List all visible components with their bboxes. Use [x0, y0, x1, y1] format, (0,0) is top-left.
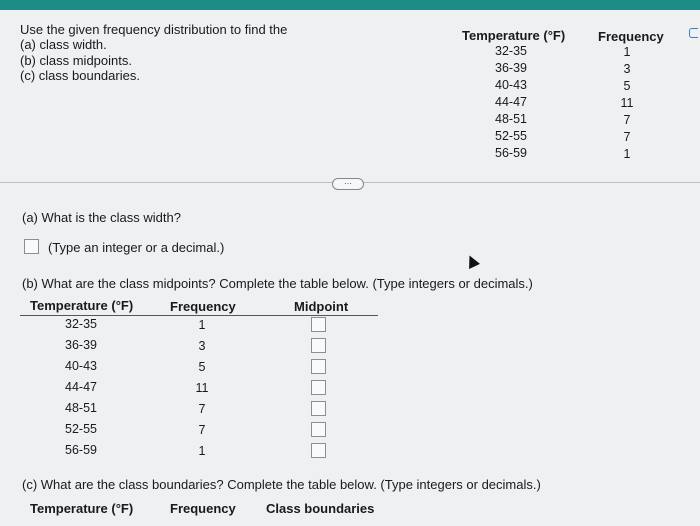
midpoint-input[interactable]: [311, 422, 326, 437]
boundaries-header-frequency: Frequency: [170, 501, 236, 516]
midpoint-freq-cell: 11: [195, 381, 209, 395]
given-freq-cell: 1: [623, 45, 631, 59]
midpoint-header-temperature: Temperature (°F): [30, 298, 134, 313]
midpoint-temp-cell: 48-51: [65, 401, 97, 415]
given-freq-cell: 7: [623, 130, 631, 144]
boundaries-header-class-boundaries: Class boundaries: [266, 501, 375, 516]
midpoint-freq-cell: 3: [198, 339, 206, 353]
given-temp-cell: 48-51: [495, 112, 527, 126]
more-options-button[interactable]: ⋯: [332, 178, 364, 190]
boundaries-header-temperature: Temperature (°F): [30, 501, 134, 516]
given-temp-cell: 44-47: [495, 95, 527, 109]
mouse-cursor-icon: [464, 253, 480, 269]
given-temp-cell: 40-43: [495, 78, 527, 92]
given-temp-cell: 52-55: [495, 129, 527, 143]
midpoint-header-midpoint: Midpoint: [294, 299, 349, 314]
midpoint-temp-cell: 40-43: [65, 359, 97, 373]
given-freq-cell: 5: [623, 79, 631, 93]
given-temp-cell: 36-39: [495, 61, 527, 75]
part-b-question: (b) What are the class midpoints? Complete the table below. (Type integers or decimals.): [22, 276, 533, 291]
prompt-line-2: (a) class width.: [20, 37, 107, 52]
midpoint-input[interactable]: [311, 401, 326, 416]
midpoint-temp-cell: 44-47: [65, 380, 97, 394]
part-a-question: (a) What is the class width?: [22, 210, 181, 225]
given-freq-cell: 11: [620, 96, 634, 110]
part-a-hint: (Type an integer or a decimal.): [48, 240, 225, 255]
midpoint-freq-cell: 1: [198, 444, 206, 458]
midpoint-freq-cell: 1: [198, 318, 206, 332]
given-temp-cell: 32-35: [495, 44, 527, 58]
midpoint-freq-cell: 5: [198, 360, 206, 374]
prompt-line-1: Use the given frequency distribution to find the: [20, 22, 288, 37]
midpoint-input[interactable]: [311, 443, 326, 458]
midpoint-freq-cell: 7: [198, 423, 206, 437]
midpoint-temp-cell: 36-39: [65, 338, 97, 352]
midpoint-temp-cell: 32-35: [65, 317, 97, 331]
midpoint-header-rule: [20, 315, 378, 316]
part-c-question: (c) What are the class boundaries? Complete the table below. (Type integers or decimals.): [22, 477, 541, 492]
given-freq-cell: 7: [623, 113, 631, 127]
top-accent-bar: [0, 0, 700, 10]
given-temp-cell: 56-59: [495, 146, 527, 160]
given-header-frequency: Frequency: [598, 29, 664, 44]
midpoint-temp-cell: 52-55: [65, 422, 97, 436]
midpoint-freq-cell: 7: [198, 402, 206, 416]
given-freq-cell: 3: [623, 62, 631, 76]
class-width-input[interactable]: [24, 239, 39, 254]
midpoint-input[interactable]: [311, 359, 326, 374]
midpoint-input[interactable]: [311, 338, 326, 353]
midpoint-temp-cell: 56-59: [65, 443, 97, 457]
midpoint-input[interactable]: [311, 317, 326, 332]
midpoint-input[interactable]: [311, 380, 326, 395]
side-panel-icon[interactable]: [689, 28, 698, 38]
midpoint-header-frequency: Frequency: [170, 299, 236, 314]
given-freq-cell: 1: [623, 147, 631, 161]
prompt-line-4: (c) class boundaries.: [20, 68, 140, 83]
given-header-temperature: Temperature (°F): [462, 28, 566, 43]
prompt-line-3: (b) class midpoints.: [20, 53, 132, 68]
